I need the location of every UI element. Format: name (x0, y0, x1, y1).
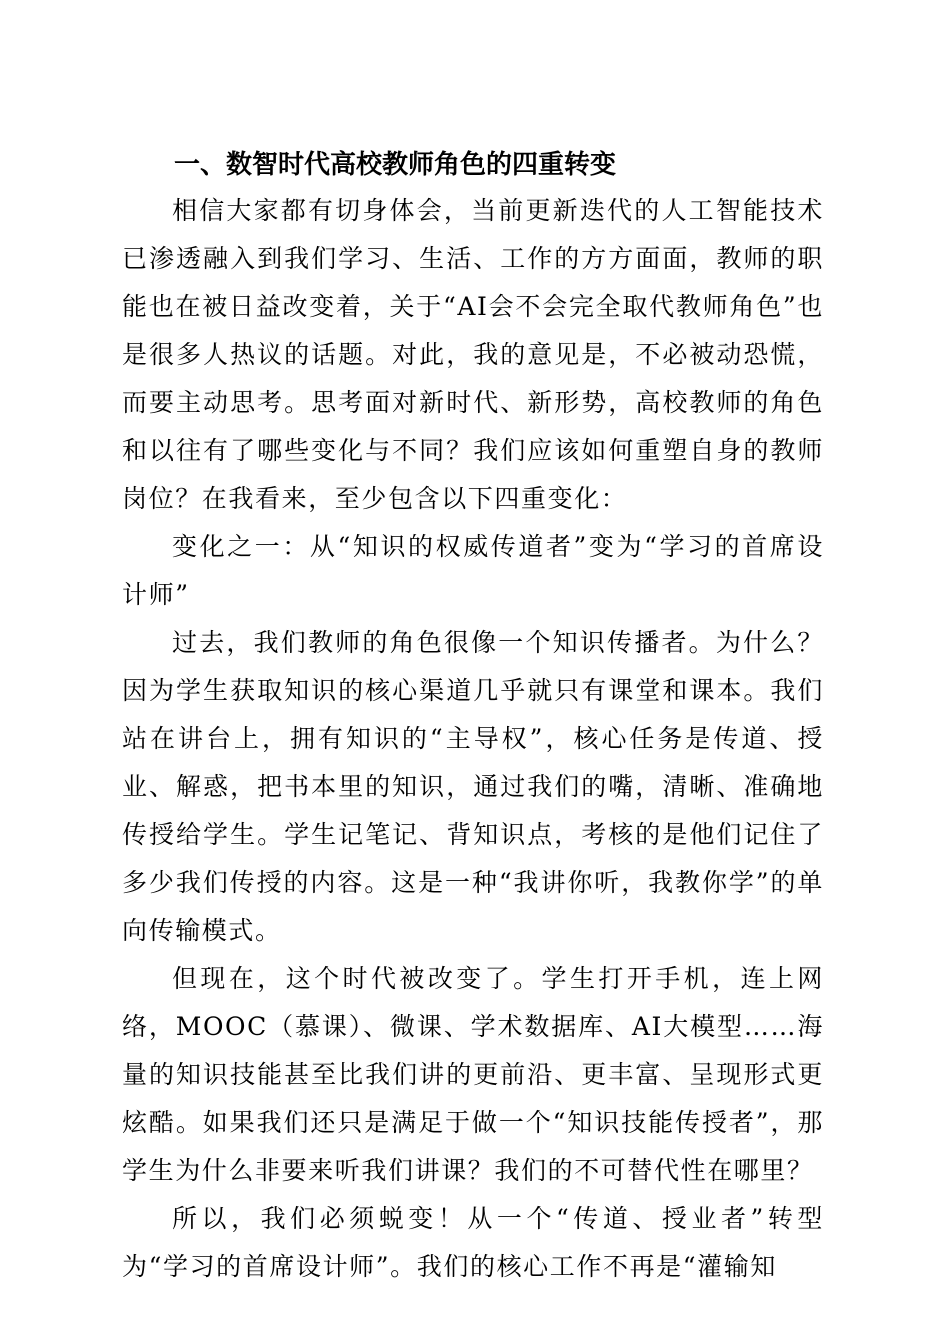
paragraph-past-role: 过去，我们教师的角色很像一个知识传播者。为什么？因为学生获取知识的核心渠道几乎就只有课堂和课本。我们站在讲台上，拥有知识的“主导权”，核心任务是传道、授业、解惑，把书本里的知识，通过我们的嘴，清晰、准确地传授给学生。学生记笔记、背知识点，考核的是他们记住了多少我们传授的内容。这是一种“我讲你听，我教你学”的单向传输模式。 (122, 628, 824, 945)
section-heading: 一、数智时代高校教师角色的四重转变 (174, 150, 617, 180)
paragraph-transformation: 所以，我们必须蜕变！从一个“传道、授业者”转型为“学习的首席设计师”。我们的核心工作不再是“灌输知 (122, 1204, 824, 1281)
document-body (122, 145, 824, 1291)
paragraph-present-change: 但现在，这个时代被改变了。学生打开手机，连上网络，MOOC（慕课）、微课、学术数据库、AI大模型……海量的知识技能甚至比我们讲的更前沿、更丰富、呈现形式更炫酷。如果我们还只是满足于做一个“知识技能传授者”，那学生为什么非要来听我们讲课？我们的不可替代性在哪里？ (122, 964, 824, 1185)
paragraph-change-one-title: 变化之一：从“知识的权威传道者”变为“学习的首席设计师” (122, 532, 824, 609)
paragraph-intro: 相信大家都有切身体会，当前更新迭代的人工智能技术已渗透融入到我们学习、生活、工作的方方面面，教师的职能也在被日益改变着，关于“AI会不会完全取代教师角色”也是很多人热议的话题。对此，我的意见是，不必被动恐慌，而要主动思考。思考面对新时代、新形势，高校教师的角色和以往有了哪些变化与不同？我们应该如何重塑自身的教师岗位？在我看来，至少包含以下四重变化： (122, 196, 824, 513)
